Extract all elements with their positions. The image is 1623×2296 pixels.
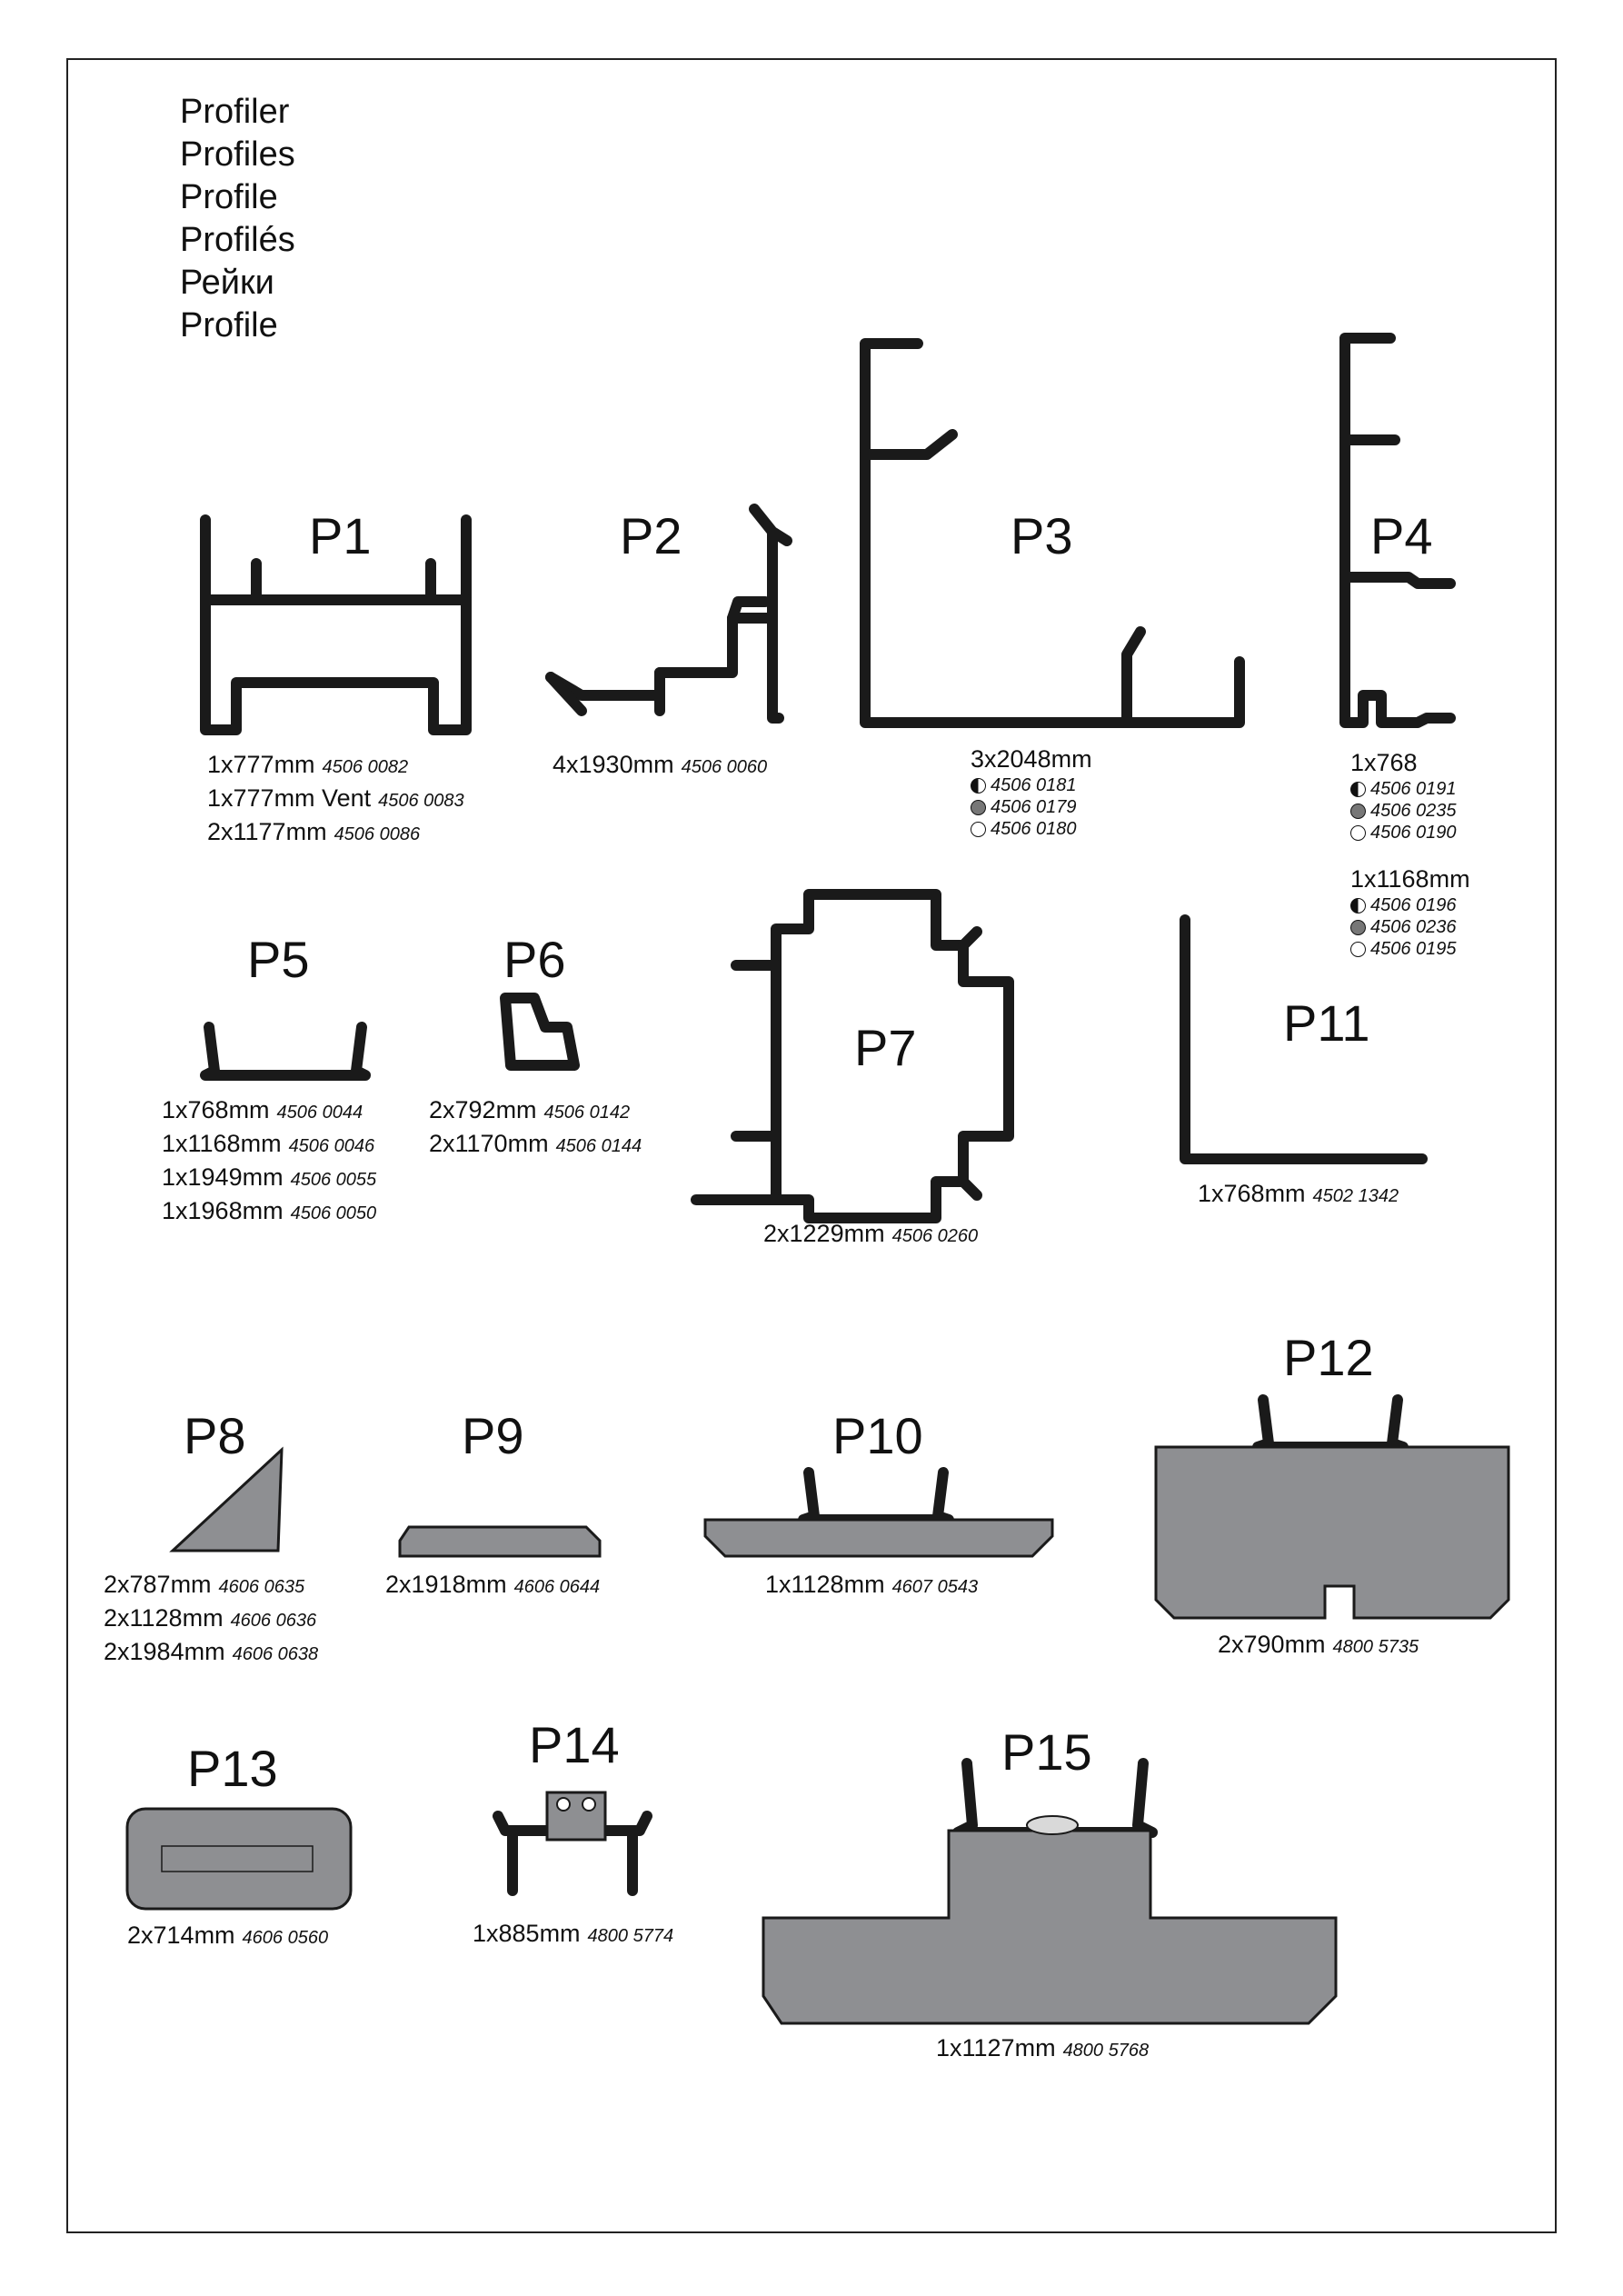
p7-label: P7 bbox=[854, 1019, 917, 1076]
spec-line: 1x1128mm 4607 0543 bbox=[765, 1571, 979, 1598]
p12-clip-drawing bbox=[1258, 1400, 1403, 1447]
grey-circle-icon bbox=[1350, 920, 1366, 935]
spec-line: 2x787mm 4606 0635 bbox=[104, 1571, 305, 1598]
p7-drawing bbox=[696, 894, 1009, 1218]
p14-hole-left bbox=[557, 1798, 570, 1811]
spec-line: 4x1930mm 4506 0060 bbox=[553, 751, 768, 778]
spec-line: 1x768mm 4502 1342 bbox=[1198, 1180, 1399, 1207]
title-list bbox=[180, 91, 295, 347]
p14-hole-right bbox=[582, 1798, 595, 1811]
p13-drawing bbox=[127, 1809, 351, 1909]
color-option-grey: 4506 0236 bbox=[1350, 916, 1470, 938]
title-line: Profiles bbox=[180, 135, 295, 174]
p7-spec bbox=[763, 1218, 978, 1252]
color-option-white: 4506 0190 bbox=[1350, 822, 1457, 844]
p12-label: P12 bbox=[1283, 1329, 1374, 1386]
color-option-half: 4506 0181 bbox=[971, 774, 1092, 796]
p10-clip-drawing bbox=[803, 1472, 949, 1520]
p10-label: P10 bbox=[832, 1407, 923, 1464]
p2-label: P2 bbox=[620, 507, 682, 564]
p2-spec bbox=[553, 749, 767, 783]
white-circle-icon bbox=[1350, 825, 1366, 841]
p6-drawing bbox=[505, 998, 574, 1065]
spec-line: 2x1170mm 4506 0144 bbox=[429, 1130, 642, 1157]
title-line: Profile bbox=[180, 178, 278, 216]
title-line: Profilés bbox=[180, 221, 295, 259]
spec-line: 2x1229mm 4506 0260 bbox=[763, 1220, 979, 1247]
spec-line: 2x792mm 4506 0142 bbox=[429, 1096, 631, 1123]
p11-spec bbox=[1198, 1178, 1399, 1212]
p4-label: P4 bbox=[1370, 507, 1433, 564]
spec-line: 1x885mm 4800 5774 bbox=[473, 1920, 674, 1947]
spec-length: 1x1168mm bbox=[1350, 865, 1470, 893]
p1-spec bbox=[207, 749, 464, 850]
half-circle-icon bbox=[1350, 898, 1366, 913]
p9-drawing bbox=[400, 1527, 600, 1556]
p13-label: P13 bbox=[187, 1740, 278, 1797]
half-circle-icon bbox=[1350, 782, 1366, 797]
p14-spec bbox=[473, 1918, 673, 1952]
spec-line: 2x1177mm 4506 0086 bbox=[207, 818, 421, 845]
color-option-grey: 4506 0235 bbox=[1350, 800, 1457, 822]
p10-drawing bbox=[705, 1520, 1052, 1556]
spec-line: 1x1949mm 4506 0055 bbox=[162, 1163, 377, 1191]
p6-label: P6 bbox=[503, 931, 566, 988]
title-line: Profiler bbox=[180, 93, 290, 131]
spec-line: 2x790mm 4800 5735 bbox=[1218, 1631, 1419, 1658]
p12-spec bbox=[1218, 1629, 1419, 1662]
white-circle-icon bbox=[1350, 942, 1366, 957]
p8-label: P8 bbox=[184, 1407, 246, 1464]
spec-line: 1x1168mm 4506 0046 bbox=[162, 1130, 375, 1157]
half-circle-icon bbox=[971, 778, 986, 794]
white-circle-icon bbox=[971, 822, 986, 837]
p8-spec bbox=[104, 1569, 318, 1670]
p4-spec-b bbox=[1350, 863, 1470, 960]
spec-line: 1x777mm Vent 4506 0083 bbox=[207, 784, 464, 812]
p9-label: P9 bbox=[462, 1407, 524, 1464]
title-line: Рейки bbox=[180, 264, 274, 302]
spec-line: 2x1918mm 4606 0644 bbox=[385, 1571, 601, 1598]
p3-label: P3 bbox=[1011, 507, 1073, 564]
p15-drawing bbox=[763, 1831, 1336, 2023]
color-option-white: 4506 0180 bbox=[971, 818, 1092, 840]
spec-line: 1x1968mm 4506 0050 bbox=[162, 1197, 377, 1224]
p5-spec bbox=[162, 1094, 376, 1229]
spec-line: 1x1127mm 4800 5768 bbox=[936, 2034, 1150, 2061]
grey-circle-icon bbox=[971, 800, 986, 815]
spec-line: 2x1984mm 4606 0638 bbox=[104, 1638, 319, 1665]
spec-line: 1x768mm 4506 0044 bbox=[162, 1096, 363, 1123]
spec-line: 2x714mm 4606 0560 bbox=[127, 1922, 329, 1949]
p8-drawing bbox=[173, 1450, 282, 1551]
p5-drawing bbox=[205, 1027, 365, 1075]
spec-length: 1x768 bbox=[1350, 749, 1418, 776]
color-option-half: 4506 0191 bbox=[1350, 778, 1457, 800]
p15-knob bbox=[1027, 1816, 1078, 1834]
p4-spec-a bbox=[1350, 747, 1457, 844]
p15-spec bbox=[936, 2032, 1149, 2066]
p9-spec bbox=[385, 1569, 600, 1602]
color-option-white: 4506 0195 bbox=[1350, 938, 1470, 960]
p12-drawing bbox=[1156, 1447, 1508, 1618]
p10-spec bbox=[765, 1569, 978, 1602]
color-option-half: 4506 0196 bbox=[1350, 894, 1470, 916]
spec-length: 3x2048mm bbox=[971, 745, 1092, 773]
p13-spec bbox=[127, 1920, 328, 1953]
p14-label: P14 bbox=[529, 1716, 620, 1773]
p6-spec bbox=[429, 1094, 642, 1162]
p15-label: P15 bbox=[1001, 1723, 1092, 1781]
p3-spec bbox=[971, 744, 1092, 840]
color-option-grey: 4506 0179 bbox=[971, 796, 1092, 818]
p1-label: P1 bbox=[309, 507, 372, 564]
title-line: Profile bbox=[180, 306, 278, 344]
spec-line: 2x1128mm 4606 0636 bbox=[104, 1604, 317, 1632]
spec-line: 1x777mm 4506 0082 bbox=[207, 751, 409, 778]
grey-circle-icon bbox=[1350, 804, 1366, 819]
p14-cap-drawing bbox=[547, 1792, 605, 1840]
p5-label: P5 bbox=[247, 931, 310, 988]
p11-label: P11 bbox=[1283, 994, 1370, 1052]
